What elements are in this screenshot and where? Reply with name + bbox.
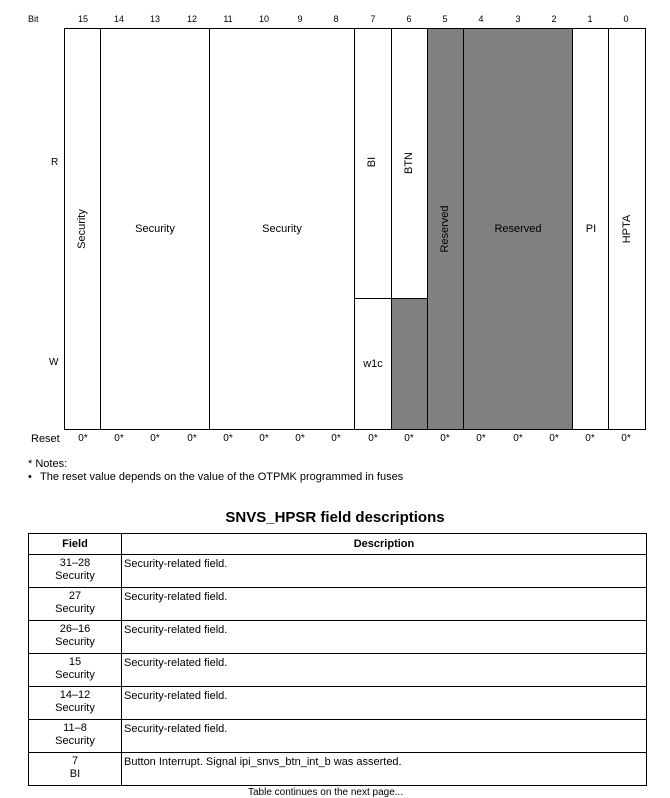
field-cell <box>29 687 122 720</box>
reset-value: 0* <box>621 433 631 444</box>
field-cell <box>29 654 122 687</box>
bit-number: 0 <box>623 14 629 24</box>
notes-item: The reset value depends on the value of the OTPMK programmed in fuses <box>40 471 404 483</box>
field-label-w1c: w1c <box>363 358 383 370</box>
reset-label: Reset <box>31 433 60 445</box>
bit-number: 9 <box>297 14 303 24</box>
field-label-hpta: HPTA <box>621 214 633 244</box>
row-label-r: R <box>51 157 59 168</box>
reset-value: 0* <box>585 433 595 444</box>
field-name: Security <box>55 603 95 615</box>
description-cell: Security-related field. <box>122 621 647 654</box>
table-row <box>29 720 647 753</box>
table-row <box>29 753 647 786</box>
bit-label: Bit <box>28 14 39 24</box>
reset-value: 0* <box>78 433 88 444</box>
field-name: Security <box>55 669 95 681</box>
field-label-security-11-8: Security <box>262 223 302 235</box>
field-name: Security <box>55 570 95 582</box>
bit-number: 6 <box>406 14 412 24</box>
field-cell <box>29 555 122 588</box>
field-bits: 14–12 <box>59 689 91 701</box>
bit-number: 4 <box>478 14 484 24</box>
reset-value: 0* <box>150 433 160 444</box>
reset-value: 0* <box>476 433 486 444</box>
reset-value: 0* <box>259 433 269 444</box>
table-row <box>29 588 647 621</box>
field-name: Security <box>55 702 95 714</box>
field-label-security-15: Security <box>76 209 88 249</box>
field-cell <box>29 720 122 753</box>
reset-value: 0* <box>549 433 559 444</box>
field-label-security-14-12: Security <box>135 223 175 235</box>
bit-number: 2 <box>551 14 557 24</box>
table-header-field: Field <box>29 534 122 555</box>
bit-number: 3 <box>515 14 521 24</box>
field-cell <box>29 621 122 654</box>
field-name: Security <box>55 735 95 747</box>
field-cell <box>29 588 122 621</box>
bit-number: 13 <box>149 14 160 24</box>
notes-heading: * Notes: <box>28 458 68 470</box>
reset-value: 0* <box>440 433 450 444</box>
field-bits: 11–8 <box>63 722 87 734</box>
field-bits: 15 <box>68 656 82 668</box>
reset-value: 0* <box>404 433 414 444</box>
bit-number: 8 <box>333 14 339 24</box>
table-header-description: Description <box>122 534 647 555</box>
reset-value: 0* <box>331 433 341 444</box>
table-row <box>29 654 647 687</box>
field-label-pi: PI <box>585 223 597 235</box>
reset-value: 0* <box>368 433 378 444</box>
field-label-reserved-4-2: Reserved <box>494 223 542 235</box>
notes-bullet: • <box>28 471 32 483</box>
table-row <box>29 687 647 720</box>
table-row <box>29 555 647 588</box>
field-bits: 26–16 <box>59 623 91 635</box>
field-bits: 31–28 <box>59 557 91 569</box>
field-description-table <box>28 533 647 786</box>
reset-value: 0* <box>223 433 233 444</box>
field-cell <box>29 753 122 786</box>
description-cell: Security-related field. <box>122 555 647 588</box>
field-name: Security <box>55 636 95 648</box>
reset-value: 0* <box>295 433 305 444</box>
description-cell: Security-related field. <box>122 687 647 720</box>
row-label-w: W <box>49 357 59 368</box>
description-cell: Security-related field. <box>122 588 647 621</box>
description-cell: Button Interrupt. Signal ipi_snvs_btn_int_b was asserted. <box>122 753 647 786</box>
bit-number: 12 <box>186 14 197 24</box>
reset-value: 0* <box>114 433 124 444</box>
field-label-btn: BTN <box>403 152 415 174</box>
reset-value: 0* <box>513 433 523 444</box>
bit-number: 15 <box>77 14 88 24</box>
field-label-bi: BI <box>366 156 378 168</box>
description-cell: Security-related field. <box>122 720 647 753</box>
bit-number: 5 <box>442 14 448 24</box>
table-continued-note: Table continues on the next page... <box>248 787 404 798</box>
field-bits: 7 <box>71 755 79 767</box>
reset-value: 0* <box>187 433 197 444</box>
table-row <box>29 621 647 654</box>
field-cell-btn-write <box>391 298 428 430</box>
field-name: BI <box>69 768 81 780</box>
bit-number: 7 <box>370 14 376 24</box>
field-bits: 27 <box>68 590 82 602</box>
table-title: SNVS_HPSR field descriptions <box>225 509 445 526</box>
description-cell: Security-related field. <box>122 654 647 687</box>
field-label-reserved-5: Reserved <box>439 205 451 253</box>
bit-number: 1 <box>587 14 593 24</box>
bit-number: 11 <box>223 14 233 24</box>
bit-number: 14 <box>113 14 124 24</box>
bit-number: 10 <box>258 14 269 24</box>
